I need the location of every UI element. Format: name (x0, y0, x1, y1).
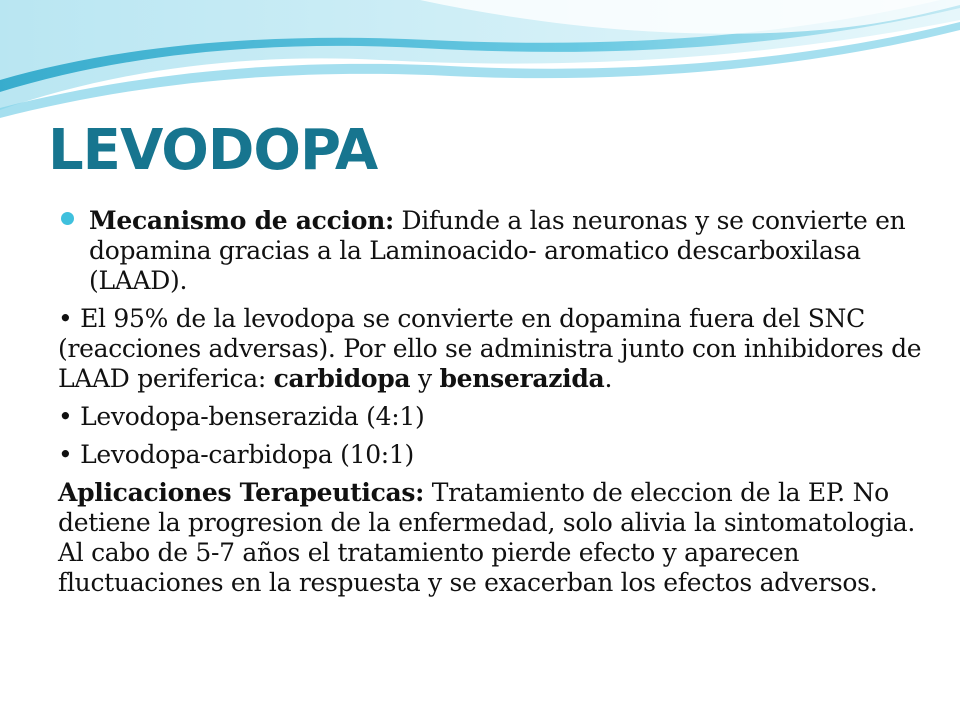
aplicaciones-label: Aplicaciones Terapeuticas: (58, 478, 425, 507)
mecanismo-paragraph (58, 206, 928, 296)
drug-benserazida: benserazida (439, 364, 605, 393)
combo-carbidopa: • Levodopa-carbidopa (10:1) (58, 440, 414, 469)
combo-benserazida: • Levodopa-benserazida (4:1) (58, 402, 425, 431)
p95-paragraph (58, 304, 928, 394)
p95-prefix: • El 95% de la levodopa se convierte en dopamina fuera del SNC (reacciones adversas). Por ello se administra junto con inhibidores de LAAD periferica: (58, 304, 922, 393)
header-wave-decoration (0, 0, 960, 130)
p95-suffix: . (604, 364, 613, 393)
slide-title: LEVODOPA (48, 118, 378, 183)
mecanismo-text: Difunde a las neuronas y se convierte en dopamina gracias a la Laminoacido- aromatico descarboxilasa (LAAD). (89, 206, 906, 295)
aplicaciones-text: Tratamiento de eleccion de la EP. No detiene la progresion de la enfermedad, solo alivia la sintomatologia. Al cabo de 5-7 años el tratamiento pierde efecto y aparecen fluctuaciones en la respuesta y se exacerban los efectos adversos. (58, 478, 916, 597)
p95-joiner: y (410, 364, 440, 393)
mecanismo-label: Mecanismo de accion: (89, 206, 394, 235)
aplicaciones-paragraph (58, 478, 928, 598)
slide-content (58, 206, 928, 606)
bullet-dot-icon (61, 212, 74, 225)
drug-carbidopa: carbidopa (273, 364, 411, 393)
